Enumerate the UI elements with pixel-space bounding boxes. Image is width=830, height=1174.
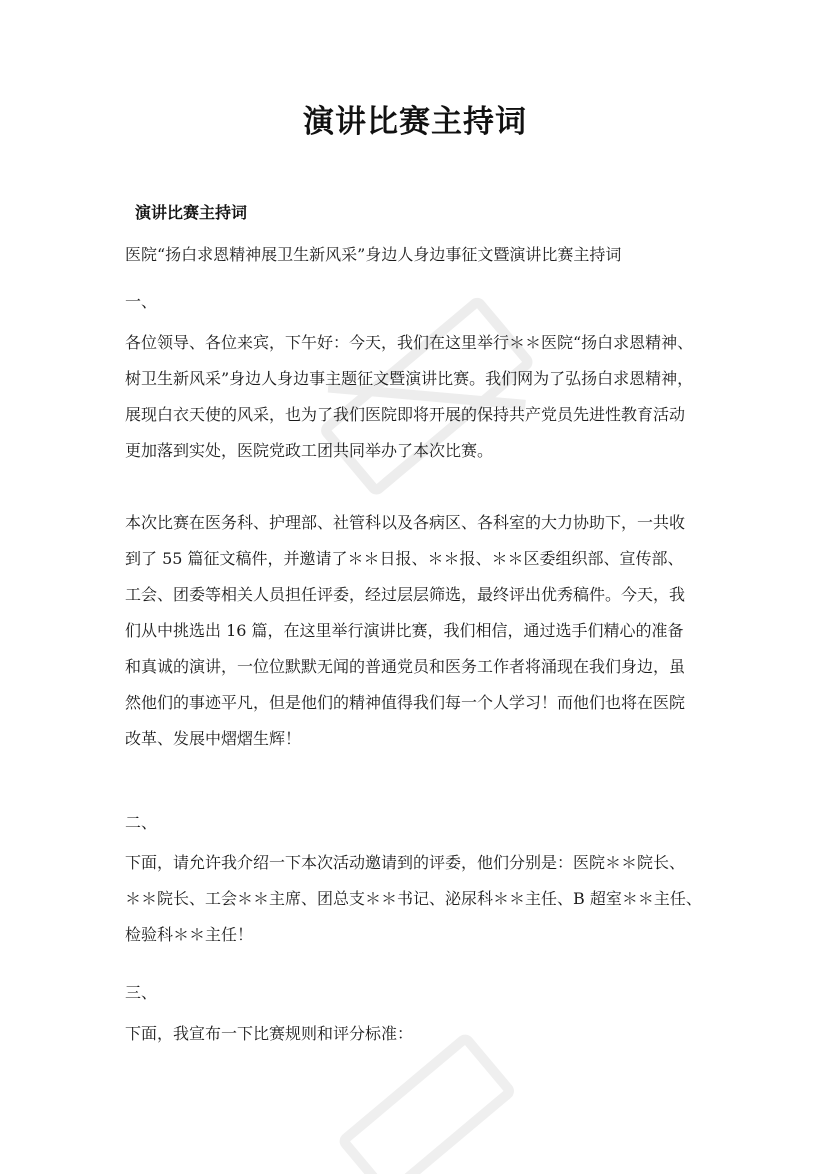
section-subtitle: 演讲比赛主持词 [135,203,248,222]
paragraph-line: 展现白衣天使的风采，也为了我们医院即将开展的保持共产党员先进性教育活动 [125,405,686,424]
paragraph-line: 然他们的事迹平凡，但是他们的精神值得我们每一个人学习！而他们也将在医院 [125,693,686,712]
paragraph-line: 到了 55 篇征文稿件，并邀请了＊＊日报、＊＊报、＊＊区委组织部、宣传部、 [125,549,684,568]
paragraph-line: 改革、发展中熠熠生辉！ [125,729,302,748]
paragraph-line: 下面，请允许我介绍一下本次活动邀请到的评委，他们分别是：医院＊＊院长、 [125,853,686,872]
section-marker-1: 一、 [125,292,158,311]
paragraph-line: 各位领导、各位来宾，下午好：今天，我们在这里举行＊＊医院“扬白求恩精神、 [125,333,694,352]
section-marker-3: 三、 [125,983,158,1002]
paragraph-4 [125,1016,715,1052]
paragraph-2 [125,505,715,757]
paragraph-line: 检验科＊＊主任！ [125,925,254,944]
intro-line: 医院“扬白求恩精神展卫生新风采”身边人身边事征文暨演讲比赛主持词 [125,245,622,264]
paragraph-line: 们从中挑选出 16 篇，在这里举行演讲比赛，我们相信，通过选手们精心的准备 [125,621,684,640]
page-title: 演讲比赛主持词 [303,104,527,140]
paragraph-line: ＊＊院长、工会＊＊主席、团总支＊＊书记、泌尿科＊＊主任、B 超室＊＊主任、 [125,889,702,908]
paragraph-line: 工会、团委等相关人员担任评委，经过层层筛选，最终评出优秀稿件。今天，我 [125,585,686,604]
intro-line-block [125,237,715,273]
paragraph-line: 更加落到实处，医院党政工团共同举办了本次比赛。 [125,441,494,460]
paragraph-line: 和真诚的演讲，一位位默默无闻的普通党员和医务工作者将涌现在我们身边，虽 [125,657,686,676]
paragraph-line: 下面，我宣布一下比赛规则和评分标准： [125,1024,414,1043]
section-marker-2: 二、 [125,813,158,832]
paragraph-3 [125,845,715,953]
paragraph-line: 树卫生新风采”身边人身边事主题征文暨演讲比赛。我们网为了弘扬白求恩精神， [125,369,694,388]
paragraph-1 [125,325,715,469]
paragraph-line: 本次比赛在医务科、护理部、社管科以及各病区、各科室的大力协助下，一共收 [125,513,686,532]
